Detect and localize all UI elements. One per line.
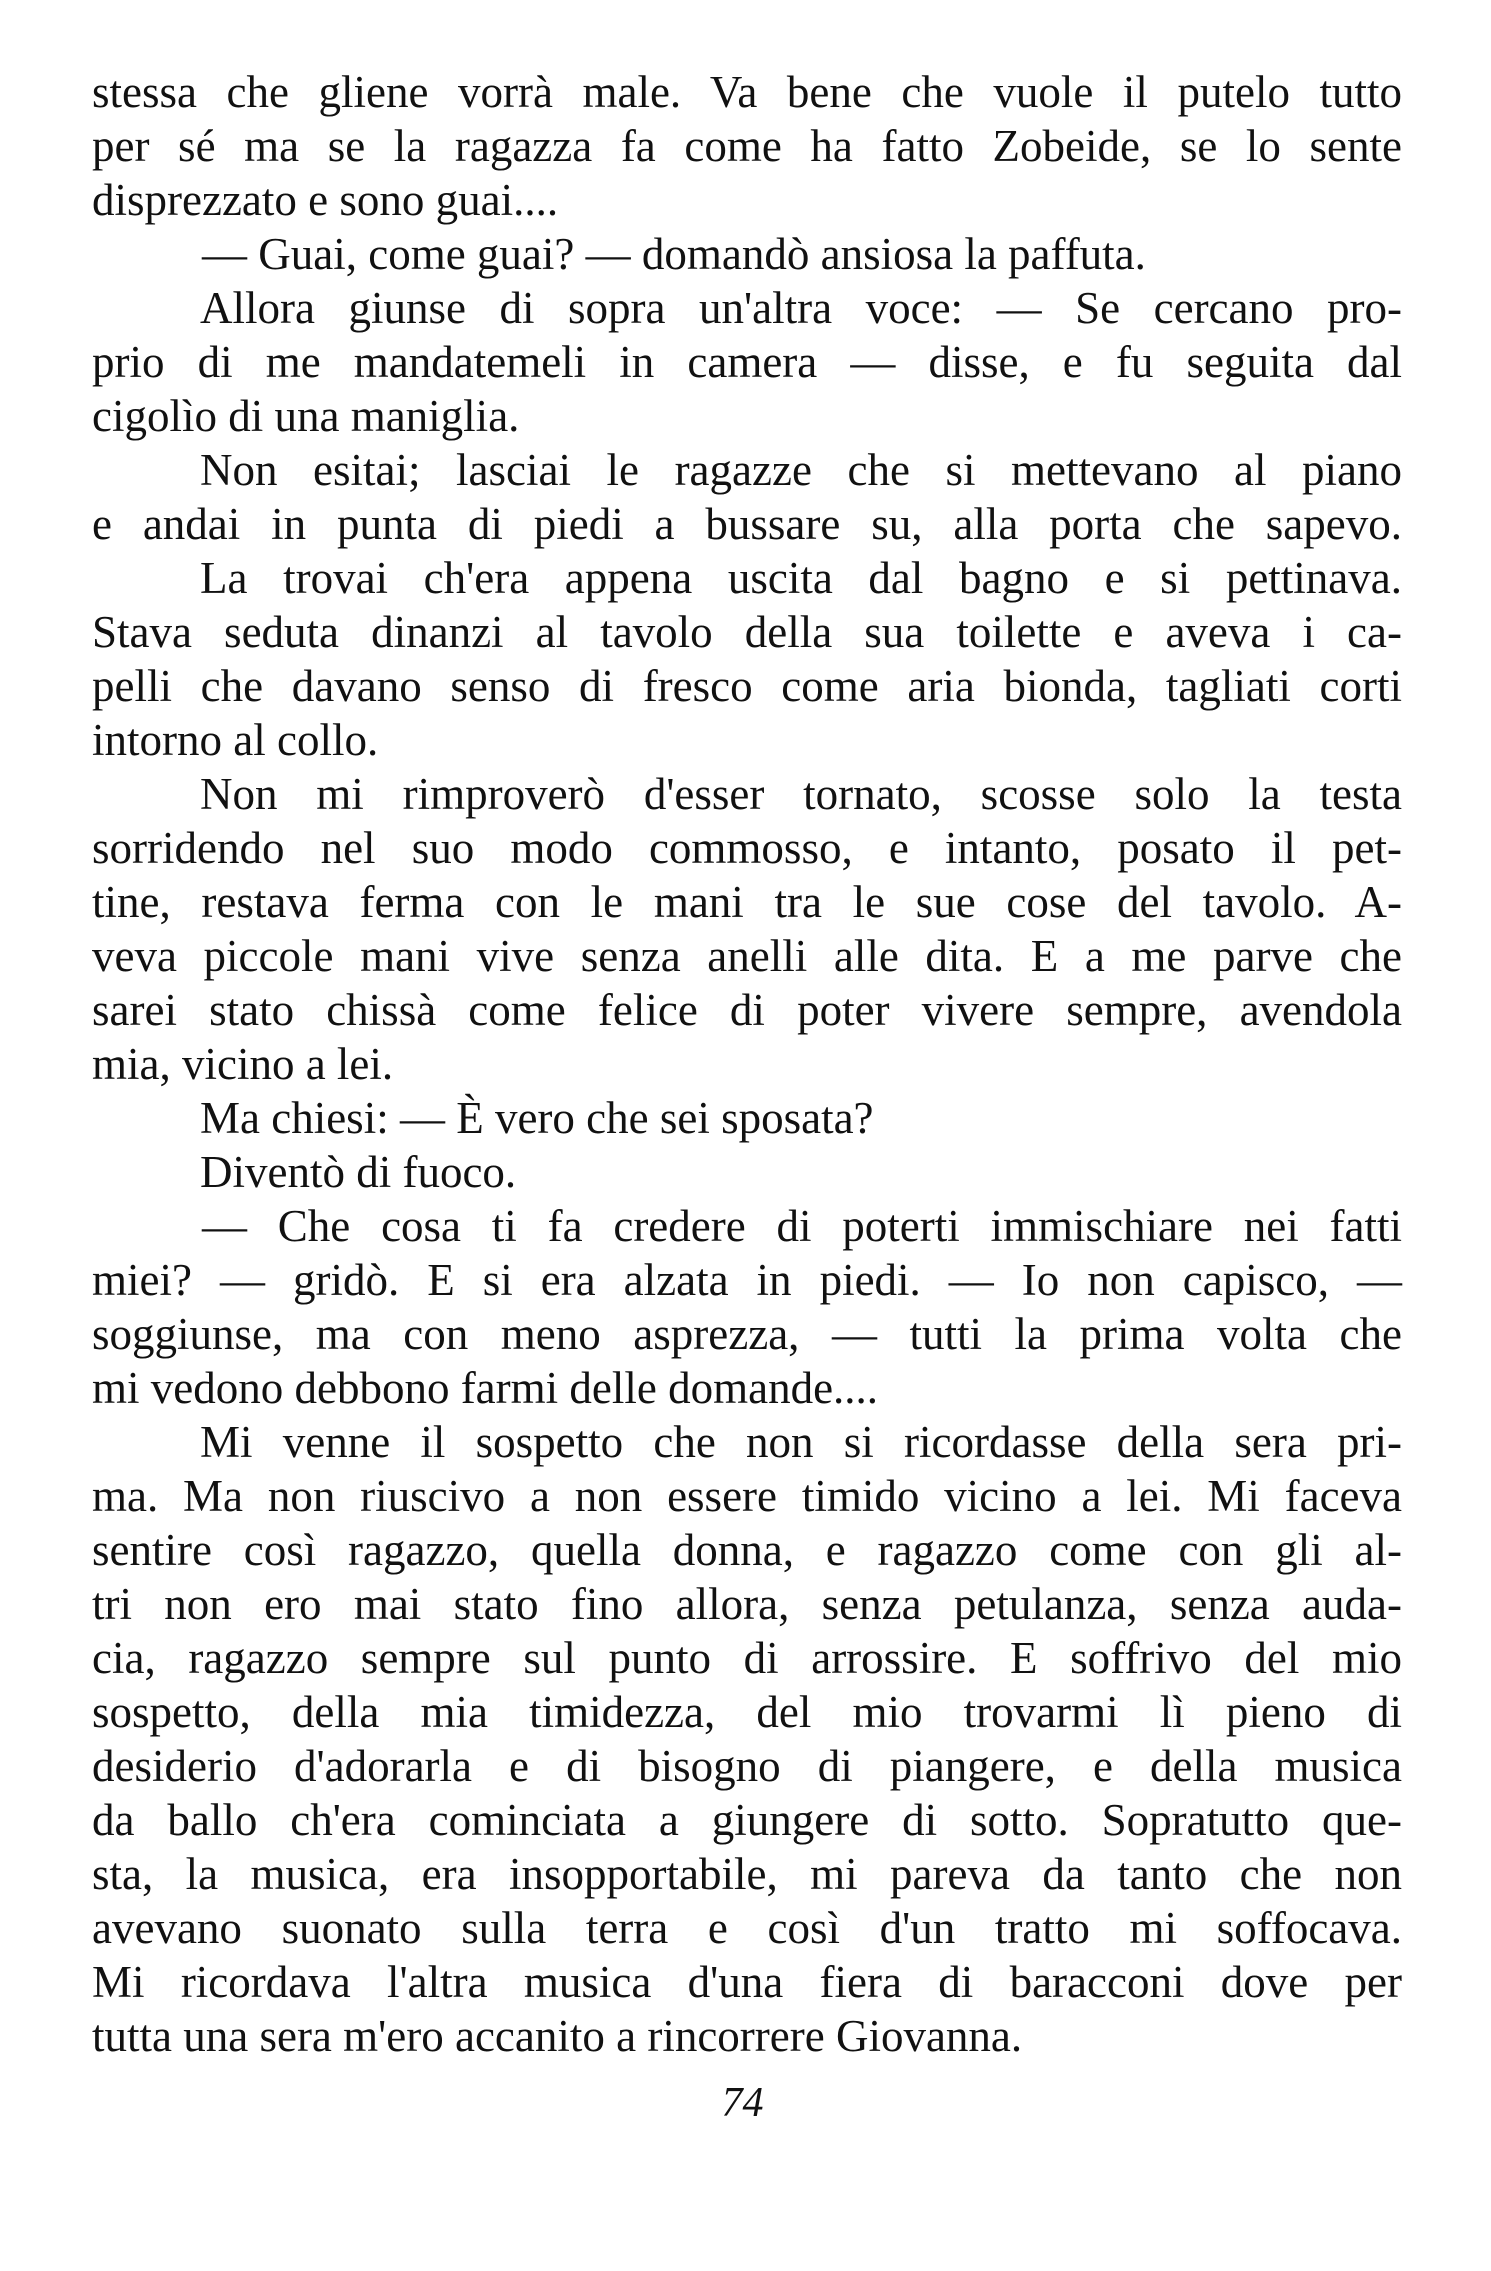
text-line: soggiunse, ma con meno asprezza, — tutti la prima volta che <box>92 1309 1402 1359</box>
text-line: veva piccole mani vive senza anelli alle dita. E a me parve che <box>92 931 1402 981</box>
text-line: tutta una sera m'ero accanito a rincorrere Giovanna. <box>92 2011 1023 2061</box>
text-line: e andai in punta di piedi a bussare su, alla porta che sapevo. <box>92 499 1402 549</box>
text-line: desiderio d'adorarla e di bisogno di piangere, e della musica <box>92 1741 1402 1791</box>
text-line: Diventò di fuoco. <box>200 1147 517 1197</box>
text-line: Non esitai; lasciai le ragazze che si mettevano al piano <box>200 445 1402 495</box>
text-line: sentire così ragazzo, quella donna, e ragazzo come con gli al- <box>92 1525 1402 1575</box>
text-line: La trovai ch'era appena uscita dal bagno e si pettinava. <box>200 553 1402 603</box>
page-number <box>0 2078 1491 2128</box>
text-line: stessa che gliene vorrà male. Va bene che vuole il putelo tutto <box>92 67 1402 117</box>
text-line: mi vedono debbono farmi delle domande.... <box>92 1363 879 1413</box>
text-line: intorno al collo. <box>92 715 379 765</box>
text-line: Mi ricordava l'altra musica d'una fiera di baracconi dove per <box>92 1957 1402 2007</box>
text-line: — Che cosa ti fa credere di poterti immischiare nei fatti <box>202 1201 1402 1251</box>
text-line: sta, la musica, era insopportabile, mi pareva da tanto che non <box>92 1849 1402 1899</box>
text-line: disprezzato e sono guai.... <box>92 175 559 225</box>
text-line: Allora giunse di sopra un'altra voce: — Se cercano pro- <box>200 283 1402 333</box>
text-line: mia, vicino a lei. <box>92 1039 394 1089</box>
text-line: cia, ragazzo sempre sul punto di arrossire. E soffrivo del mio <box>92 1633 1402 1683</box>
text-line: ma. Ma non riuscivo a non essere timido vicino a lei. Mi faceva <box>92 1471 1402 1521</box>
text-line: — Guai, come guai? — domandò ansiosa la paffuta. <box>202 229 1146 279</box>
text-line: sarei stato chissà come felice di poter vivere sempre, avendola <box>92 985 1402 1035</box>
text-line: Mi venne il sospetto che non si ricordasse della sera pri- <box>200 1417 1402 1467</box>
text-line: sorridendo nel suo modo commosso, e intanto, posato il pet- <box>92 823 1402 873</box>
text-line: per sé ma se la ragazza fa come ha fatto Zobeide, se lo sente <box>92 121 1402 171</box>
text-line: tri non ero mai stato fino allora, senza petulanza, senza auda- <box>92 1579 1402 1629</box>
body-text <box>92 65 1402 2063</box>
text-line: avevano suonato sulla terra e così d'un tratto mi soffocava. <box>92 1903 1402 1953</box>
text-line: sospetto, della mia timidezza, del mio trovarmi lì pieno di <box>92 1687 1402 1737</box>
page-number-text: 74 <box>721 2080 764 2126</box>
text-line: pelli che davano senso di fresco come aria bionda, tagliati corti <box>92 661 1402 711</box>
text-line: tine, restava ferma con le mani tra le sue cose del tavolo. A- <box>92 877 1402 927</box>
text-line: da ballo ch'era cominciata a giungere di sotto. Sopratutto que- <box>92 1795 1402 1845</box>
text-line: miei? — gridò. E si era alzata in piedi. — Io non capisco, — <box>92 1255 1402 1305</box>
text-line: prio di me mandatemeli in camera — disse, e fu seguita dal <box>92 337 1402 387</box>
text-line: Non mi rimproverò d'esser tornato, scosse solo la testa <box>200 769 1402 819</box>
text-line: cigolìo di una maniglia. <box>92 391 520 441</box>
text-line: Stava seduta dinanzi al tavolo della sua toilette e aveva i ca- <box>92 607 1402 657</box>
text-line: Ma chiesi: — È vero che sei sposata? <box>200 1093 874 1143</box>
